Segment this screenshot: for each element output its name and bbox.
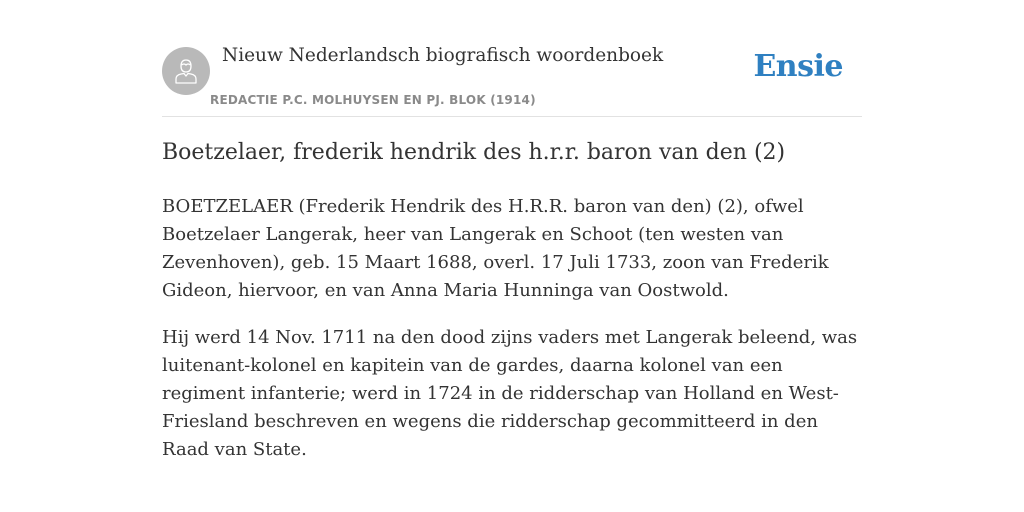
source-header [162,0,862,117]
entry-body [162,193,862,483]
entry-paragraph: Hij werd 14 Nov. 1711 na den dood zijns vaders met Langerak beleend, was luitenant-kolonel en kapitein van de gardes, daarna kolonel van een regiment infanterie; werd in 1724 in de ridderschap van Holland en West-Friesland beschreven en wegens die ridderschap gecommitteerd in den Raad van State. [162,327,858,460]
source-editors: REDACTIE P.C. MOLHUYSEN EN PJ. BLOK (1914) [210,93,536,107]
entry-title: Boetzelaer, frederik hendrik des h.r.r. baron van den (2) [162,140,786,165]
entry-paragraph: BOETZELAER (Frederik Hendrik des H.R.R. baron van den) (2), ofwel Boetzelaer Langerak, heer van Langerak en Schoot (ten westen van Zevenhoven), geb. 15 Maart 1688, overl. 17 Juli 1733, zoon van Frederik Gideon, hiervoor, en van Anna Maria Hunninga van Oostwold. [162,196,829,301]
user-icon [174,58,198,84]
brand-logo[interactable]: Ensie [753,49,843,84]
avatar[interactable] [162,47,210,95]
source-title[interactable]: Nieuw Nederlandsch biografisch woordenboek [222,45,664,66]
